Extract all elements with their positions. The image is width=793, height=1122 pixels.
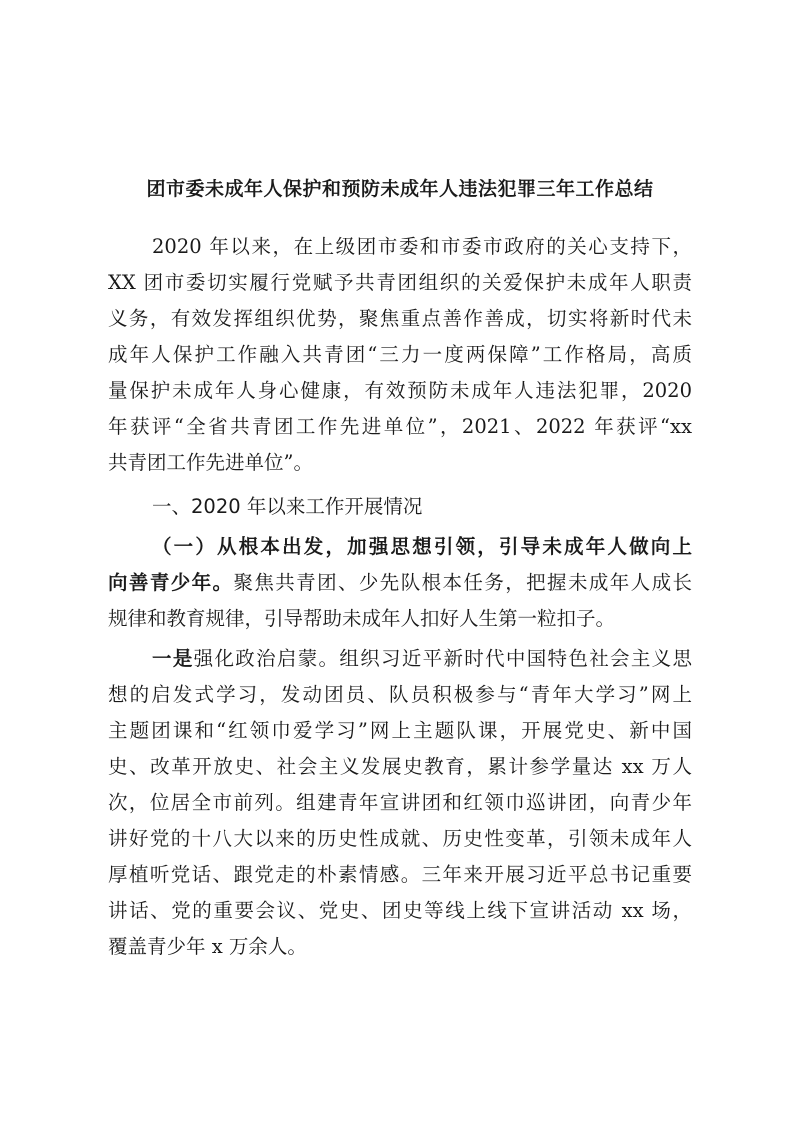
point-line: 厚植听党话、跟党走的朴素情感。三年来开展习近平总书记重要 [108,863,692,886]
subsection-heading: （一）从根本出发，加强思想引领，引导未成年人做向上 [152,535,692,558]
intro-line: 成年人保护工作融入共青团“三力一度两保障”工作格局，高质 [108,343,692,366]
intro-line: 量保护未成年人身心健康，有效预防未成年人违法犯罪，2020 [108,379,692,402]
point-line: 讲好党的十八大以来的历史性成就、历史性变革，引领未成年人 [108,827,692,850]
intro-line: XX 团市委切实履行党赋予共青团组织的关爱保护未成年人职责 [108,271,692,294]
point-line: 覆盖青少年 x 万余人。 [108,935,307,958]
point-line: 想的启发式学习，发动团员、队员积极参与“青年大学习”网上 [108,683,692,706]
point-line: 史、改革开放史、社会主义发展史教育，累计参学量达 xx 万人 [108,755,692,778]
point-label: 一是 [152,647,194,670]
subsection-text: 聚焦共青团、少先队根本任务，把握未成年人成长 [233,571,692,594]
intro-line: 年获评“全省共青团工作先进单位”，2021、2022 年获评“xx [108,415,692,438]
intro-line: 义务，有效发挥组织优势，聚焦重点善作善成，切实将新时代未 [108,307,692,330]
section-heading: 一、2020 年以来工作开展情况 [152,495,423,518]
point-line: 讲话、党的重要会议、党史、团史等线上线下宣讲活动 xx 场， [108,899,692,922]
intro-line: 共青团工作先进单位”。 [108,451,313,474]
intro-line: 2020 年以来，在上级团市委和市委市政府的关心支持下， [152,235,692,258]
point-text: 强化政治启蒙。组织习近平新时代中国特色社会主义思 [193,647,692,670]
point-line [108,646,692,672]
subsection-line: 规律和教育规律，引导帮助未成年人扣好人生第一粒扣子。 [108,607,616,630]
document-title: 团市委未成年人保护和预防未成年人违法犯罪三年工作总结 [146,178,654,200]
point-line: 次，位居全市前列。组建青年宣讲团和红领巾巡讲团，向青少年 [108,791,692,814]
point-line: 主题团课和“红领巾爱学习”网上主题队课，开展党史、新中国 [108,719,692,742]
subsection-heading-end: 向善青少年。 [108,571,234,594]
subsection-line [108,570,692,596]
